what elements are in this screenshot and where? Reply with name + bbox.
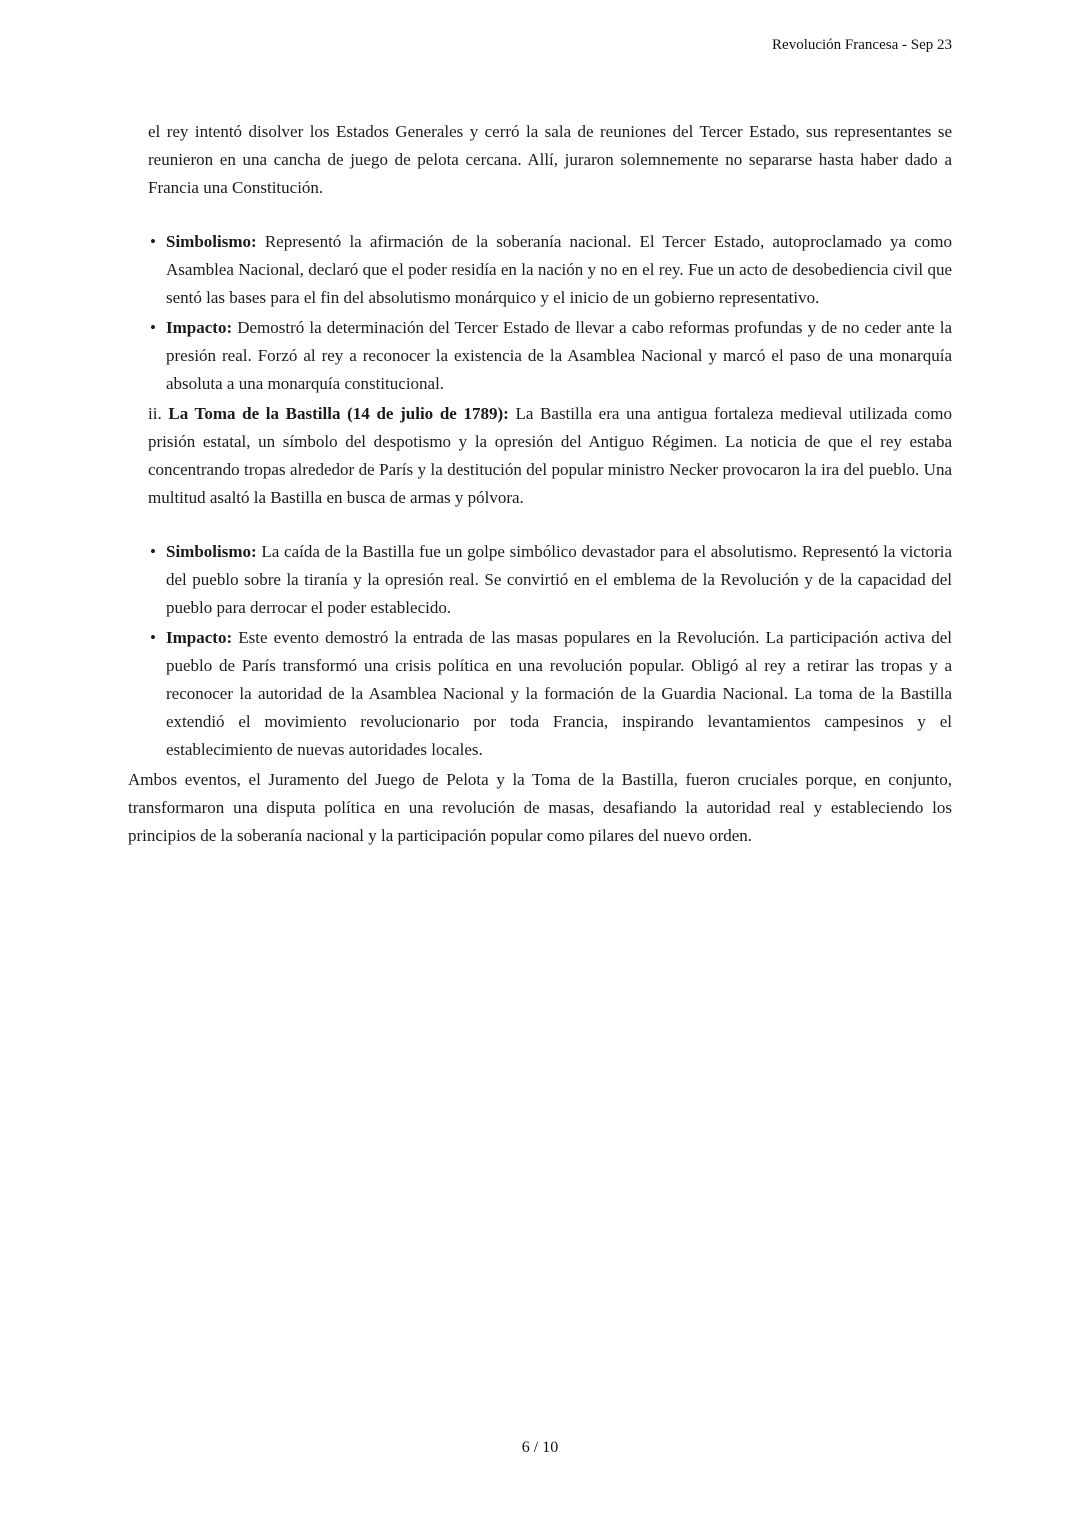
bullet-list-juego-de-pelota xyxy=(148,228,952,398)
section-ii-title: La Toma de la Bastilla (14 de julio de 1789): xyxy=(168,404,509,423)
item-text: La caída de la Bastilla fue un golpe simbólico devastador para el absolutismo. Representó la victoria del pueblo sobre la tiranía y la opresión real. Se convirtió en el emblema de la Revolución y de la capacidad del pueblo para derrocar el poder establecido. xyxy=(166,542,952,617)
header-title: Revolución Francesa - Sep 23 xyxy=(772,37,952,53)
bullet-list-bastilla xyxy=(148,538,952,764)
section-ii-paragraph xyxy=(148,400,952,512)
closing-paragraph: Ambos eventos, el Juramento del Juego de Pelota y la Toma de la Bastilla, fueron cruciales porque, en conjunto, transformaron una disputa política en una revolución de masas, desafiando la autoridad real y estableciendo los principios de la soberanía nacional y la participación popular como pilares del nuevo orden. xyxy=(128,770,952,845)
page-footer xyxy=(0,1439,1080,1457)
item-text: Demostró la determinación del Tercer Estado de llevar a cabo reformas profundas y de no ceder ante la presión real. Forzó al rey a reconocer la existencia de la Asamblea Nacional y marcó el paso de una monarquía absoluta a una monarquía constitucional. xyxy=(166,318,952,393)
item-label: Impacto: xyxy=(166,318,233,337)
item-label: Simbolismo: xyxy=(166,232,257,251)
item-text: Representó la afirmación de la soberanía nacional. El Tercer Estado, autoproclamado ya como Asamblea Nacional, declaró que el poder residía en la nación y no en el rey. Fue un acto de desobediencia civil que sentó las bases para el fin del absolutismo monárquico y el inicio de un gobierno representativo. xyxy=(166,232,952,307)
item-label: Impacto: xyxy=(166,628,233,647)
bullet-icon: • xyxy=(150,318,156,337)
item-text: Este evento demostró la entrada de las masas populares en la Revolución. La participación activa del pueblo de París transformó una crisis política en una revolución popular. Obligó al rey a retirar las tropas y a reconocer la autoridad de la Asamblea Nacional y la formación de la Guardia Nacional. La toma de la Bastilla extendió el movimiento revolucionario por toda Francia, inspirando levantamientos campesinos y el establecimiento de nuevas autoridades locales. xyxy=(166,628,952,759)
section-body xyxy=(148,118,952,764)
list-item xyxy=(148,314,952,398)
page-content xyxy=(128,118,952,850)
list-item-body xyxy=(166,232,952,307)
section-ii-prefix: ii. xyxy=(148,404,169,423)
item-label: Simbolismo: xyxy=(166,542,257,561)
section-ii-text: La Bastilla era una antigua fortaleza medieval utilizada como prisión estatal, un símbolo del despotismo y la opresión del Antiguo Régimen. La noticia de que el rey estaba concentrando tropas alrededor de París y la destitución del popular ministro Necker provocaron la ira del pueblo. Una multitud asaltó la Bastilla en busca de armas y pólvora. xyxy=(148,404,952,507)
bullet-icon: • xyxy=(150,232,156,251)
bullet-icon: • xyxy=(150,542,156,561)
intro-paragraph: el rey intentó disolver los Estados Generales y cerró la sala de reuniones del Tercer Estado, sus representantes se reunieron en una cancha de juego de pelota cercana. Allí, juraron solemnemente no separarse hasta haber dado a Francia una Constitución. xyxy=(148,122,952,197)
list-item-body xyxy=(166,542,952,617)
list-item-body xyxy=(166,628,952,759)
page-header xyxy=(128,36,952,54)
list-item-body xyxy=(166,318,952,393)
list-item xyxy=(148,228,952,312)
page-number: 6 / 10 xyxy=(521,1439,559,1456)
bullet-icon: • xyxy=(150,628,156,647)
list-item xyxy=(148,538,952,622)
list-item xyxy=(148,624,952,764)
